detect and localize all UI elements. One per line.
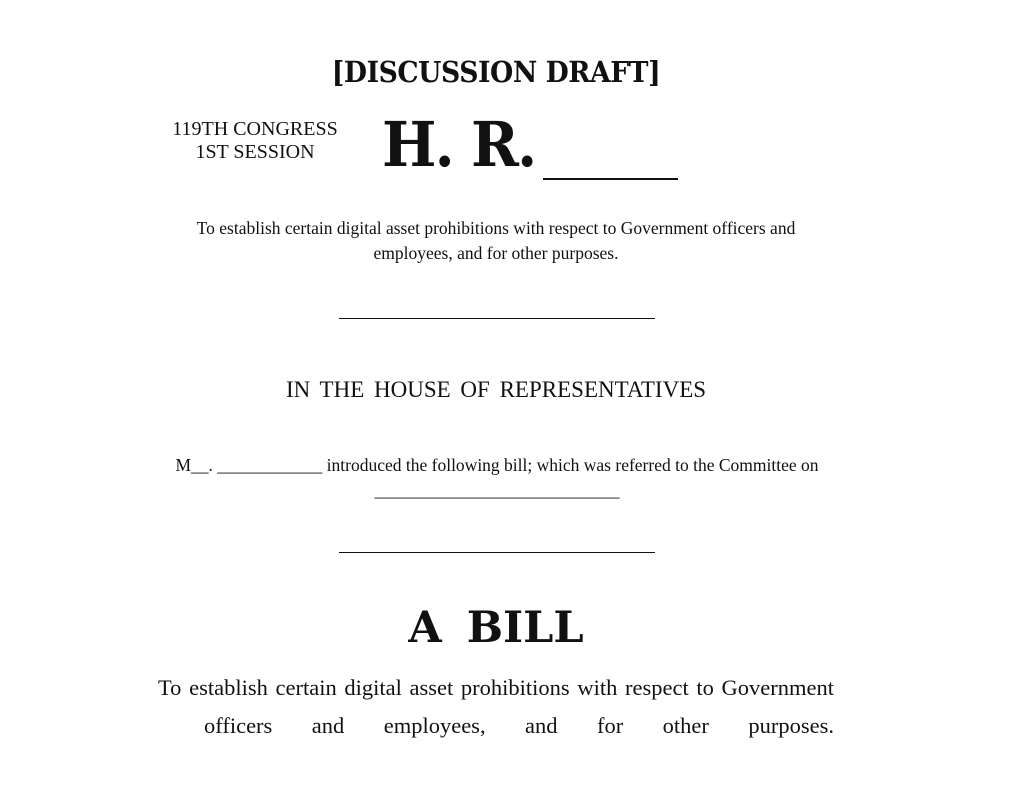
chamber-heading: IN THE HOUSE OF REPRESENTATIVES bbox=[285, 377, 707, 402]
divider-rule-bottom bbox=[339, 552, 655, 553]
congress-label: 119TH CONGRESS bbox=[172, 118, 338, 140]
long-title: To establish certain digital asset prohibitions with respect to Government officers and employees, and for other purposes. bbox=[158, 675, 834, 738]
bill-number-blank-line bbox=[543, 178, 678, 180]
divider-rule-top bbox=[339, 318, 655, 319]
introduction-statement: M__. ____________ introduced the following bill; which was referred to the Committee on ____________________________ bbox=[175, 455, 819, 500]
a-bill-heading: A BILL bbox=[408, 603, 584, 653]
bill-designation: H. R. bbox=[382, 108, 536, 181]
session-label: 1ST SESSION bbox=[195, 141, 315, 163]
short-title: To establish certain digital asset prohibitions with respect to Government officers and employees, and for other purposes. bbox=[196, 218, 796, 263]
discussion-draft-label: [DISCUSSION DRAFT] bbox=[331, 55, 661, 89]
congress-session-block bbox=[150, 118, 360, 164]
